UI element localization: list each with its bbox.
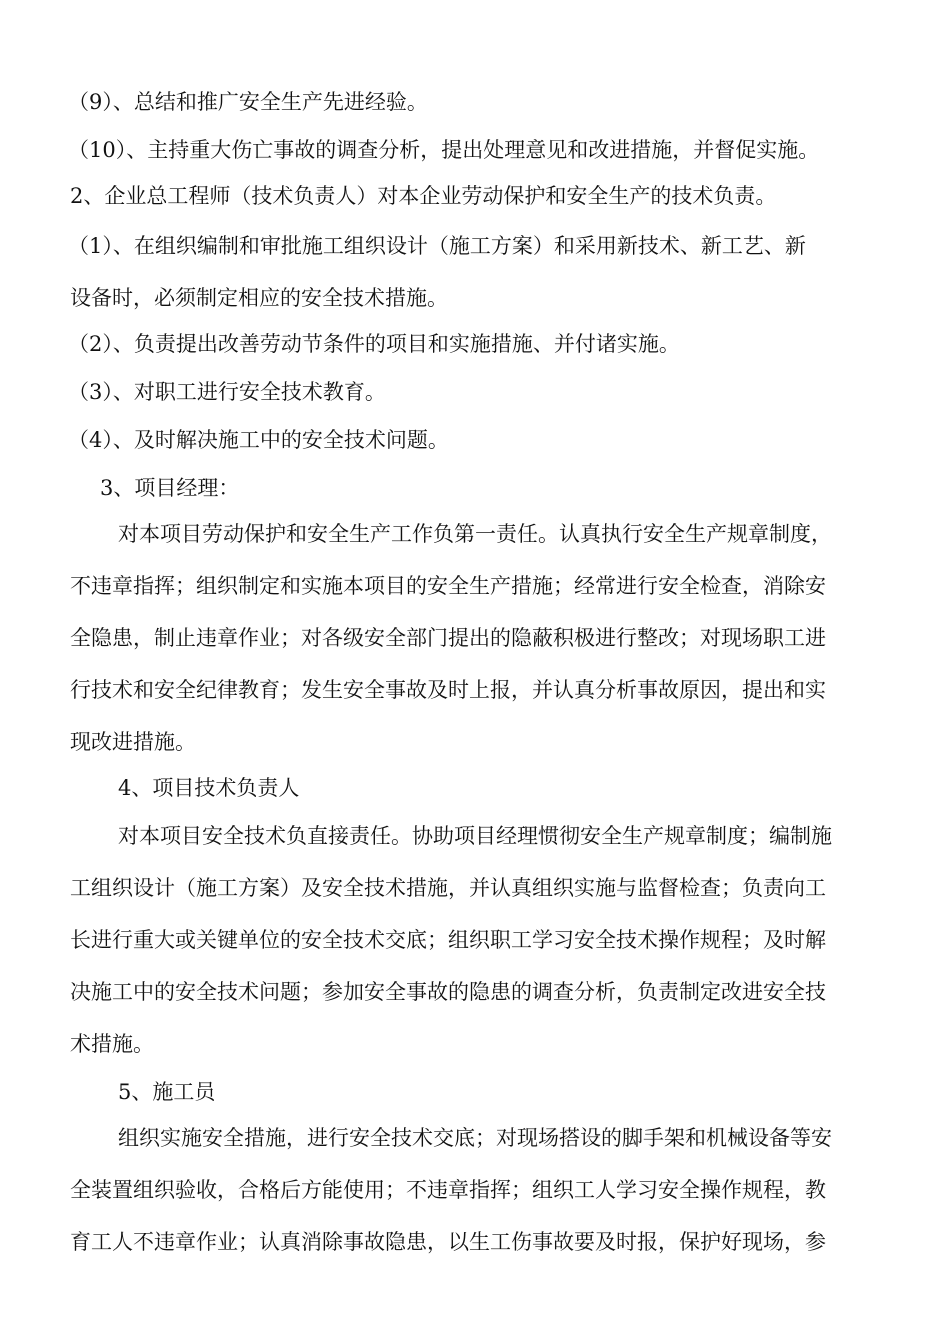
text-line: 工组织设计（施工方案）及安全技术措施，并认真组织实施与监督检查；负责向工 — [70, 876, 826, 900]
text-line: 决施工中的安全技术问题；参加安全事故的隐患的调查分析，负责制定改进安全技 — [70, 980, 826, 1004]
section-heading: 3、项目经理： — [100, 476, 240, 500]
text-line: 设备时，必须制定相应的安全技术措施。 — [70, 286, 448, 310]
text-line: （2）、负责提出改善劳动节条件的项目和实施措施、并付诸实施。 — [68, 332, 680, 356]
section-heading: 5、施工员 — [118, 1080, 216, 1104]
text-line: 行技术和安全纪律教育；发生安全事故及时上报，并认真分析事故原因，提出和实 — [70, 678, 826, 702]
text-line: （4）、及时解决施工中的安全技术问题。 — [68, 428, 449, 452]
text-line: （3）、对职工进行安全技术教育。 — [68, 380, 386, 404]
text-line: 2、企业总工程师（技术负责人）对本企业劳动保护和安全生产的技术负责。 — [70, 184, 777, 208]
section-heading: 4、项目技术负责人 — [118, 776, 300, 800]
text-line: 对本项目安全技术负直接责任。协助项目经理惯彻安全生产规章制度；编制施 — [118, 824, 832, 848]
text-line: 长进行重大或关键单位的安全技术交底；组织职工学习安全技术操作规程；及时解 — [70, 928, 826, 952]
text-line: （10）、主持重大伤亡事故的调查分析，提出处理意见和改进措施，并督促实施。 — [68, 138, 820, 162]
text-line: 组织实施安全措施，进行安全技术交底；对现场搭设的脚手架和机械设备等安 — [118, 1126, 832, 1150]
text-line: 不违章指挥；组织制定和实施本项目的安全生产措施；经常进行安全检查，消除安 — [70, 574, 826, 598]
text-line: （1）、在组织编制和审批施工组织设计（施工方案）和采用新技术、新工艺、新 — [68, 234, 806, 258]
text-line: 现改进措施。 — [70, 730, 196, 754]
text-line: 全隐患，制止违章作业；对各级安全部门提出的隐蔽积极进行整改；对现场职工进 — [70, 626, 826, 650]
text-line: 全装置组织验收，合格后方能使用；不违章指挥；组织工人学习安全操作规程，教 — [70, 1178, 826, 1202]
text-line: （9）、总结和推广安全生产先进经验。 — [68, 90, 428, 114]
text-line: 术措施。 — [70, 1032, 154, 1056]
text-line: 对本项目劳动保护和安全生产工作负第一责任。认真执行安全生产规章制度， — [118, 522, 832, 546]
text-line: 育工人不违章作业；认真消除事故隐患，以生工伤事故要及时报，保护好现场，参 — [70, 1230, 826, 1254]
